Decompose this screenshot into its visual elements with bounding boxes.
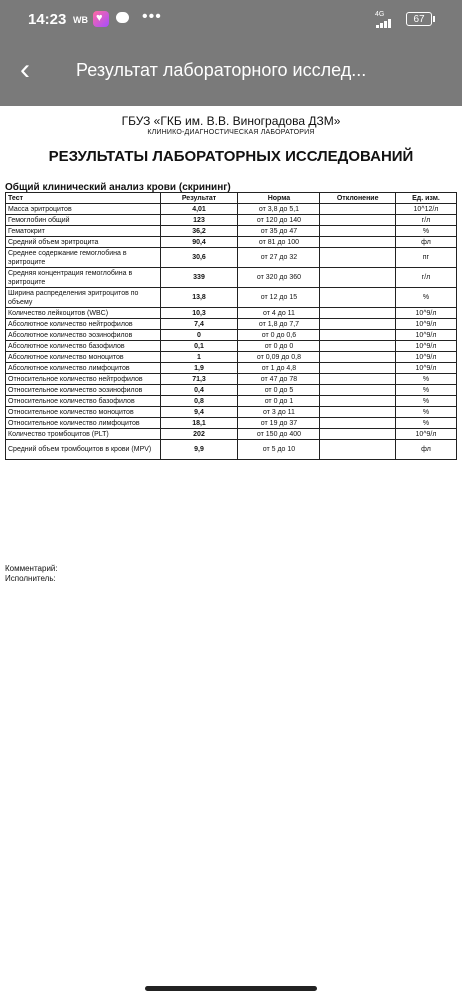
- table-header-row: [6, 193, 457, 204]
- cell-test: Относительное количество нейтрофилов: [6, 374, 161, 385]
- cell-result: 13,8: [160, 288, 238, 308]
- cell-result: 10,3: [160, 308, 238, 319]
- cell-deviation: [320, 407, 395, 418]
- cell-deviation: [320, 204, 395, 215]
- wb-notification-icon: WB: [73, 15, 88, 25]
- report-heading: РЕЗУЛЬТАТЫ ЛАБОРАТОРНЫХ ИССЛЕДОВАНИЙ: [48, 148, 414, 165]
- cell-norm: от 120 до 140: [238, 215, 320, 226]
- status-time: 14:23: [28, 11, 67, 28]
- cell-result: 123: [160, 215, 238, 226]
- cell-norm: от 0 до 0: [238, 341, 320, 352]
- table-row: [6, 215, 457, 226]
- cell-deviation: [320, 226, 395, 237]
- app-notification-icon: ♥: [93, 11, 109, 27]
- cell-unit: %: [395, 226, 456, 237]
- cell-unit: %: [395, 288, 456, 308]
- cell-unit: %: [395, 396, 456, 407]
- cell-result: 0,1: [160, 341, 238, 352]
- cell-norm: от 320 до 360: [238, 268, 320, 288]
- table-row: [6, 352, 457, 363]
- cell-result: 0,4: [160, 385, 238, 396]
- more-notifications-icon: •••: [142, 8, 162, 25]
- table-row: [6, 407, 457, 418]
- column-header-test: Тест: [6, 193, 161, 204]
- cell-deviation: [320, 374, 395, 385]
- cell-unit: 10^12/л: [395, 204, 456, 215]
- cell-test: Гемоглобин общий: [6, 215, 161, 226]
- cell-result: 0,8: [160, 396, 238, 407]
- cell-norm: от 0 до 1: [238, 396, 320, 407]
- signal-icon: [376, 19, 398, 28]
- table-row: [6, 237, 457, 248]
- cell-result: 1,9: [160, 363, 238, 374]
- cell-test: Относительное количество моноцитов: [6, 407, 161, 418]
- cell-unit: %: [395, 374, 456, 385]
- cell-unit: фл: [395, 237, 456, 248]
- cell-test: Количество тромбоцитов (PLT): [6, 429, 161, 440]
- cell-deviation: [320, 352, 395, 363]
- cell-norm: от 5 до 10: [238, 440, 320, 460]
- cell-deviation: [320, 440, 395, 460]
- cell-deviation: [320, 418, 395, 429]
- cell-norm: от 27 до 32: [238, 248, 320, 268]
- cell-test: Гематокрит: [6, 226, 161, 237]
- battery-icon: 67: [406, 12, 432, 26]
- cell-test: Абсолютное количество моноцитов: [6, 352, 161, 363]
- cell-result: 36,2: [160, 226, 238, 237]
- cell-unit: фл: [395, 440, 456, 460]
- column-header-deviation: Отклонение: [320, 193, 395, 204]
- cell-test: Абсолютное количество лимфоцитов: [6, 363, 161, 374]
- table-row: [6, 330, 457, 341]
- home-indicator[interactable]: [145, 986, 317, 991]
- lab-report-document: [0, 106, 462, 583]
- column-header-norm: Норма: [238, 193, 320, 204]
- cell-result: 4,01: [160, 204, 238, 215]
- cell-norm: от 47 до 78: [238, 374, 320, 385]
- cell-test: Средний объем тромбоцитов в крови (MPV): [6, 440, 161, 460]
- cell-unit: %: [395, 418, 456, 429]
- cell-deviation: [320, 385, 395, 396]
- back-arrow-icon[interactable]: ‹: [20, 53, 30, 86]
- cell-norm: от 35 до 47: [238, 226, 320, 237]
- cell-result: 9,9: [160, 440, 238, 460]
- cell-unit: 10^9/л: [395, 429, 456, 440]
- column-header-unit: Ед. изм.: [395, 193, 456, 204]
- cell-deviation: [320, 215, 395, 226]
- cell-unit: пг: [395, 248, 456, 268]
- cell-test: Среднее содержание гемоглобина в эритроците: [6, 248, 161, 268]
- table-row: [6, 226, 457, 237]
- cell-result: 71,3: [160, 374, 238, 385]
- table-row: [6, 396, 457, 407]
- cell-deviation: [320, 237, 395, 248]
- cell-test: Абсолютное количество нейтрофилов: [6, 319, 161, 330]
- cell-deviation: [320, 319, 395, 330]
- cell-unit: г/л: [395, 215, 456, 226]
- table-row: [6, 288, 457, 308]
- status-bar: [0, 0, 462, 38]
- table-row: [6, 204, 457, 215]
- cell-norm: от 0 до 5: [238, 385, 320, 396]
- cell-result: 1: [160, 352, 238, 363]
- cell-unit: %: [395, 407, 456, 418]
- app-bar: [0, 38, 462, 106]
- table-row: [6, 308, 457, 319]
- panel-title: Общий клинический анализ крови (скрининг): [5, 182, 231, 193]
- cell-norm: от 81 до 100: [238, 237, 320, 248]
- cell-unit: 10^9/л: [395, 330, 456, 341]
- cell-norm: от 150 до 400: [238, 429, 320, 440]
- cell-test: Средний объем эритроцита: [6, 237, 161, 248]
- cell-norm: от 0,09 до 0,8: [238, 352, 320, 363]
- table-row: [6, 248, 457, 268]
- cell-norm: от 19 до 37: [238, 418, 320, 429]
- cell-norm: от 1 до 4,8: [238, 363, 320, 374]
- cell-unit: 10^9/л: [395, 308, 456, 319]
- table-row: [6, 385, 457, 396]
- table-row: [6, 429, 457, 440]
- table-row: [6, 374, 457, 385]
- table-row: [6, 440, 457, 460]
- cell-result: 0: [160, 330, 238, 341]
- results-table: [5, 192, 457, 460]
- cell-test: Относительное количество эозинофилов: [6, 385, 161, 396]
- organization-name: ГБУЗ «ГКБ им. В.В. Виноградова ДЗМ»: [121, 114, 341, 128]
- cell-test: Абсолютное количество базофилов: [6, 341, 161, 352]
- cell-unit: 10^9/л: [395, 341, 456, 352]
- cell-test: Абсолютное количество эозинофилов: [6, 330, 161, 341]
- cell-result: 30,6: [160, 248, 238, 268]
- cell-norm: от 12 до 15: [238, 288, 320, 308]
- cell-result: 7,4: [160, 319, 238, 330]
- table-row: [6, 268, 457, 288]
- cell-result: 9,4: [160, 407, 238, 418]
- network-type: 4G: [375, 11, 385, 18]
- table-row: [6, 363, 457, 374]
- laboratory-name: КЛИНИКО-ДИАГНОСТИЧЕСКАЯ ЛАБОРАТОРИЯ: [147, 129, 315, 136]
- cell-test: Относительное количество лимфоцитов: [6, 418, 161, 429]
- column-header-result: Результат: [160, 193, 238, 204]
- cell-unit: 10^9/л: [395, 363, 456, 374]
- cell-unit: 10^9/л: [395, 319, 456, 330]
- cell-deviation: [320, 248, 395, 268]
- cell-deviation: [320, 429, 395, 440]
- cell-test: Масса эритроцитов: [6, 204, 161, 215]
- table-row: [6, 341, 457, 352]
- cell-result: 339: [160, 268, 238, 288]
- cell-norm: от 0 до 0,6: [238, 330, 320, 341]
- report-footer: [5, 564, 58, 584]
- cell-deviation: [320, 363, 395, 374]
- cell-test: Относительное количество базофилов: [6, 396, 161, 407]
- cell-result: 202: [160, 429, 238, 440]
- cell-test: Средняя концентрация гемоглобина в эритроците: [6, 268, 161, 288]
- cell-norm: от 1,8 до 7,7: [238, 319, 320, 330]
- page-title: Результат лабораторного исслед...: [76, 60, 367, 80]
- cell-unit: %: [395, 385, 456, 396]
- cell-norm: от 4 до 11: [238, 308, 320, 319]
- cell-norm: от 3 до 11: [238, 407, 320, 418]
- cell-deviation: [320, 308, 395, 319]
- cell-result: 90,4: [160, 237, 238, 248]
- cell-deviation: [320, 330, 395, 341]
- cell-unit: г/л: [395, 268, 456, 288]
- cell-result: 18,1: [160, 418, 238, 429]
- cell-unit: 10^9/л: [395, 352, 456, 363]
- cell-deviation: [320, 288, 395, 308]
- cell-deviation: [320, 341, 395, 352]
- chat-notification-icon: [116, 12, 129, 23]
- table-row: [6, 418, 457, 429]
- comment-label: Комментарий:: [5, 564, 58, 573]
- cell-deviation: [320, 396, 395, 407]
- executor-label: Исполнитель:: [5, 574, 56, 583]
- cell-test: Ширина распределения эритроцитов по объему: [6, 288, 161, 308]
- cell-deviation: [320, 268, 395, 288]
- cell-test: Количество лейкоцитов (WBC): [6, 308, 161, 319]
- table-row: [6, 319, 457, 330]
- cell-norm: от 3,8 до 5,1: [238, 204, 320, 215]
